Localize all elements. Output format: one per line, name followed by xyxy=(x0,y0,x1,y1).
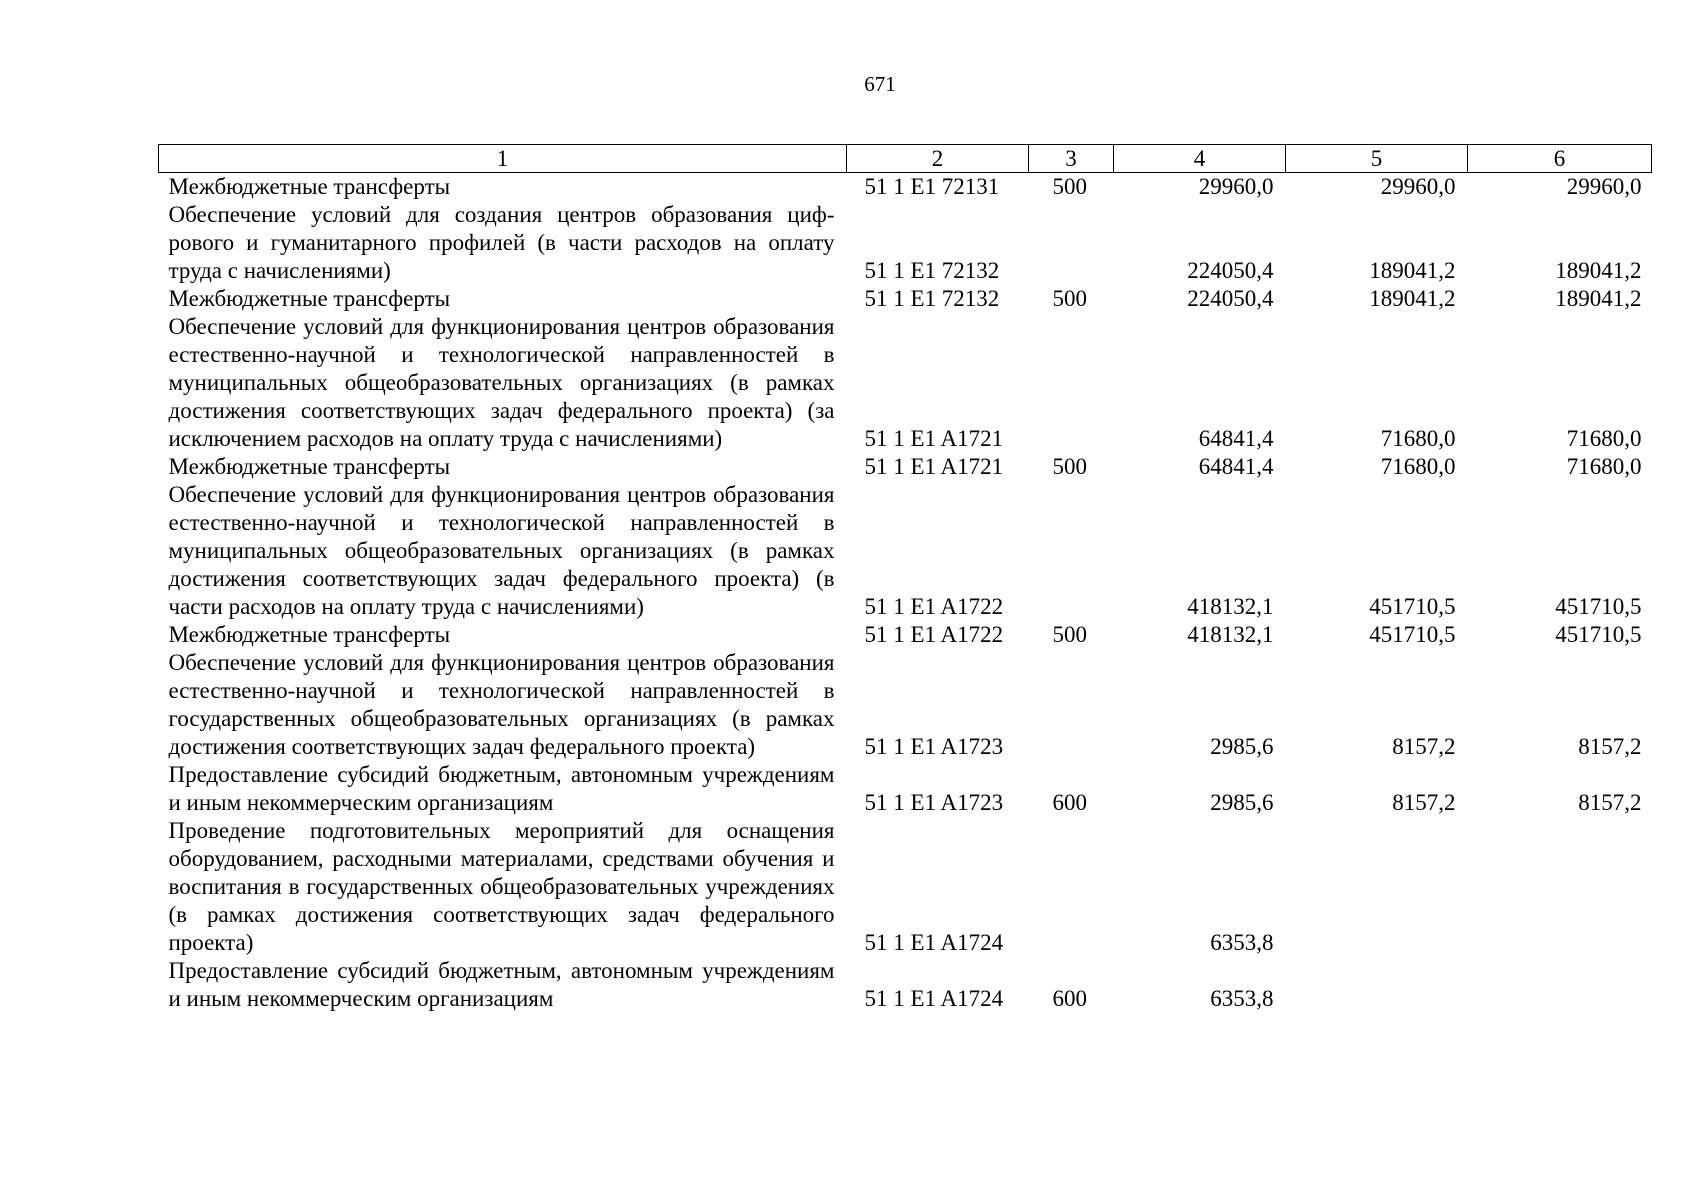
amount-year-2 xyxy=(1286,817,1468,957)
table-row xyxy=(159,201,1652,285)
amount-year-2: 451710,5 xyxy=(1369,622,1456,647)
amount-year-2: 29960,0 xyxy=(1380,174,1456,199)
amount-year-1: 6353,8 xyxy=(1210,930,1274,955)
expense-name: Межбюджетные трансферты xyxy=(168,174,451,199)
amount-year-3 xyxy=(1468,957,1652,1013)
expense-name: Межбюджетные трансферты xyxy=(168,286,451,311)
column-header-5: 5 xyxy=(1286,145,1468,173)
expense-name: Обеспечение условий для функционирования центров образования естественно-научной и технологической направленностей в муниципальных общеобразовательных организациях (в рамках достижения соответствующих задач федерального проекта) (за исключением расходов на оплату труда с начислениями) xyxy=(168,314,835,451)
amount-year-2: 71680,0 xyxy=(1380,426,1456,451)
amount-year-3: 189041,2 xyxy=(1555,258,1642,283)
amount-year-1: 64841,4 xyxy=(1198,454,1274,479)
amount-year-3: 451710,5 xyxy=(1555,594,1642,619)
table-row xyxy=(159,649,1652,761)
amount-year-2: 189041,2 xyxy=(1369,286,1456,311)
expense-type-code: 500 xyxy=(1052,622,1087,647)
amount-year-3: 8157,2 xyxy=(1578,734,1642,759)
amount-year-3: 71680,0 xyxy=(1566,426,1642,451)
target-article-code: 51 1 E1 A1723 xyxy=(864,734,1004,759)
expense-name: Предоставление субсидий бюджетным, автономным учреждениям и иным некоммерческим организациям xyxy=(168,958,835,1011)
target-article-code: 51 1 E1 A1722 xyxy=(864,622,1004,647)
amount-year-1: 2985,6 xyxy=(1210,734,1274,759)
amount-year-1: 224050,4 xyxy=(1187,286,1274,311)
target-article-code: 51 1 E1 72131 xyxy=(864,174,1000,199)
table-row xyxy=(159,817,1652,957)
target-article-code: 51 1 E1 A1722 xyxy=(864,594,1004,619)
expense-type-code xyxy=(1029,481,1114,621)
amount-year-2: 8157,2 xyxy=(1392,790,1456,815)
table-body xyxy=(159,173,1652,1014)
expense-name: Обеспечение условий для функционирования центров образования естественно-научной и технологической направленностей в муниципальных общеобразовательных организациях (в рамках достижения соответствующих задач федерального проекта) (в части расходов на оплату труда с начислениями) xyxy=(168,482,835,619)
table-row xyxy=(159,621,1652,649)
amount-year-1: 2985,6 xyxy=(1210,790,1274,815)
target-article-code: 51 1 E1 A1721 xyxy=(864,454,1004,479)
amount-year-1: 418132,1 xyxy=(1187,594,1274,619)
expense-type-code xyxy=(1029,817,1114,957)
amount-year-2 xyxy=(1286,957,1468,1013)
amount-year-1: 29960,0 xyxy=(1198,174,1274,199)
table-header xyxy=(159,145,1652,173)
amount-year-3 xyxy=(1468,817,1652,957)
column-header-6: 6 xyxy=(1468,145,1652,173)
page-number: 671 xyxy=(864,72,896,96)
expense-name: Межбюджетные трансферты xyxy=(168,622,451,647)
table-row xyxy=(159,313,1652,453)
amount-year-2: 8157,2 xyxy=(1392,734,1456,759)
amount-year-3: 189041,2 xyxy=(1555,286,1642,311)
expense-type-code: 500 xyxy=(1052,174,1087,199)
expense-name: Обеспечение условий для функционирования центров образования естественно-научной и технологической направленностей в государственных общеобразовательных организациях (в рамках достижения соответствующих задач федерального проекта) xyxy=(168,650,835,759)
amount-year-3: 29960,0 xyxy=(1566,174,1642,199)
table-row xyxy=(159,761,1652,817)
target-article-code: 51 1 E1 72132 xyxy=(864,286,1000,311)
table-row xyxy=(159,481,1652,621)
header-row xyxy=(159,145,1652,173)
amount-year-1: 418132,1 xyxy=(1187,622,1274,647)
amount-year-3: 451710,5 xyxy=(1555,622,1642,647)
target-article-code: 51 1 E1 A1721 xyxy=(864,426,1004,451)
column-header-4: 4 xyxy=(1114,145,1286,173)
target-article-code: 51 1 E1 72132 xyxy=(864,258,1000,283)
amount-year-1: 64841,4 xyxy=(1198,426,1274,451)
expense-name: Предоставление субсидий бюджетным, автономным учреждениям и иным некоммерческим организациям xyxy=(168,762,835,815)
expense-name: Обеспечение условий для создания центров образования цифрового и гуманитарного профилей (в части расходов на оплату труда с начислениями) xyxy=(168,202,835,283)
column-header-1: 1 xyxy=(159,145,847,173)
table-row xyxy=(159,957,1652,1013)
amount-year-2: 189041,2 xyxy=(1369,258,1456,283)
expense-type-code xyxy=(1029,201,1114,285)
amount-year-2: 71680,0 xyxy=(1380,454,1456,479)
amount-year-1: 224050,4 xyxy=(1187,258,1274,283)
amount-year-1: 6353,8 xyxy=(1210,986,1274,1011)
expense-name: Проведение подготовительных мероприятий для оснащения оборудованием, расходными материалами, средствами обучения и воспитания в государственных общеобразовательных учреждениях (в рамках достижения соответствующих задач федерального проекта) xyxy=(168,818,835,955)
expense-type-code: 500 xyxy=(1052,454,1087,479)
amount-year-3: 8157,2 xyxy=(1578,790,1642,815)
column-header-2: 2 xyxy=(847,145,1029,173)
expense-name: Межбюджетные трансферты xyxy=(168,454,451,479)
column-header-3: 3 xyxy=(1029,145,1114,173)
table-row xyxy=(159,285,1652,313)
expense-type-code: 600 xyxy=(1052,986,1087,1011)
expense-type-code: 600 xyxy=(1052,790,1087,815)
table-row xyxy=(159,173,1652,202)
target-article-code: 51 1 E1 A1723 xyxy=(864,790,1004,815)
amount-year-2: 451710,5 xyxy=(1369,594,1456,619)
expense-type-code: 500 xyxy=(1052,286,1087,311)
amount-year-3: 71680,0 xyxy=(1566,454,1642,479)
target-article-code: 51 1 E1 A1724 xyxy=(864,930,1004,955)
budget-table xyxy=(158,144,1652,1013)
expense-type-code xyxy=(1029,313,1114,453)
table-row xyxy=(159,453,1652,481)
expense-type-code xyxy=(1029,649,1114,761)
target-article-code: 51 1 E1 A1724 xyxy=(864,986,1004,1011)
